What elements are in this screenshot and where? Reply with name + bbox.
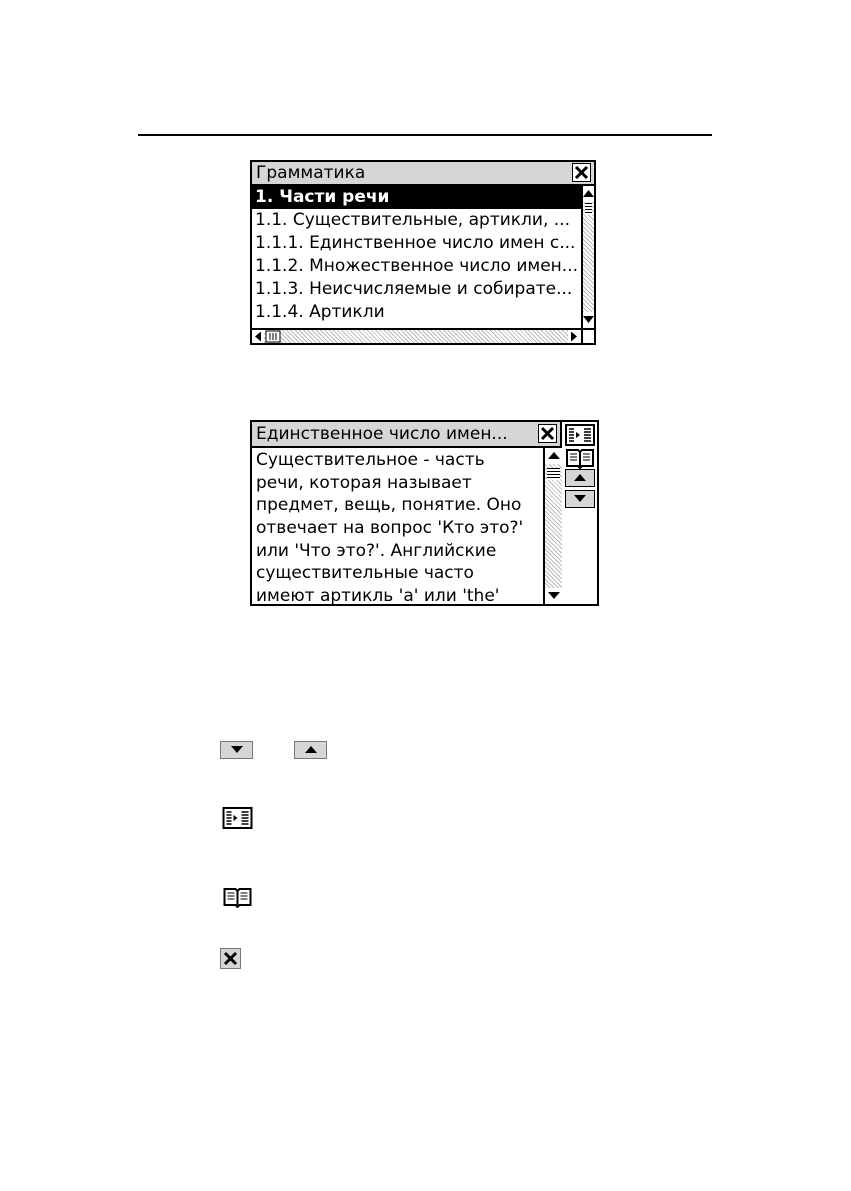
arrow-down-icon — [231, 745, 243, 754]
close-button[interactable] — [220, 948, 241, 969]
article-line: отвечает на вопрос 'Кто это?' — [256, 518, 524, 539]
grammar-topic-list — [252, 186, 581, 328]
close-button[interactable] — [538, 424, 557, 443]
list-item[interactable]: 1.1.4. Артикли — [255, 302, 385, 322]
scroll-corner — [581, 328, 594, 343]
article-text — [256, 449, 544, 608]
vertical-scrollbar[interactable] — [581, 186, 594, 328]
arrow-down-icon — [583, 312, 594, 326]
article-side-toolbar — [562, 422, 597, 604]
page-down-button[interactable] — [220, 741, 253, 759]
arrow-up-icon — [583, 186, 594, 200]
scroll-up-button[interactable] — [545, 448, 562, 464]
close-icon — [220, 948, 241, 969]
translate-button[interactable] — [565, 424, 595, 446]
page-up-button[interactable] — [565, 469, 595, 487]
list-item[interactable]: 1.1.1. Единственное число имен с... — [255, 233, 576, 253]
page-header-rule — [138, 134, 712, 136]
close-icon — [539, 425, 556, 442]
grammar-window — [250, 160, 596, 345]
book-icon — [565, 447, 595, 469]
arrow-up-icon — [548, 448, 560, 462]
list-item[interactable]: 1.1.3. Неисчисляемые и собирате... — [255, 279, 573, 299]
scroll-track[interactable] — [583, 202, 594, 312]
scroll-down-button[interactable] — [583, 312, 594, 328]
scroll-track[interactable] — [545, 464, 562, 588]
list-item[interactable]: 1.1.2. Множественное число имен... — [255, 256, 579, 276]
article-window-titlebar — [252, 422, 562, 448]
page-up-button[interactable] — [294, 741, 327, 759]
horizontal-scrollbar[interactable] — [252, 328, 581, 343]
article-window-title: Единственное число имен... — [256, 424, 508, 444]
arrow-down-icon — [574, 494, 586, 503]
book-button[interactable] — [565, 447, 595, 469]
arrow-up-icon — [574, 473, 586, 482]
grammar-window-titlebar — [252, 162, 594, 186]
translate-icon — [220, 807, 255, 829]
article-line: или 'Что это?'. Английские — [256, 540, 497, 561]
scroll-thumb[interactable] — [585, 203, 592, 215]
translate-button[interactable] — [220, 807, 255, 829]
vertical-scrollbar[interactable] — [543, 448, 562, 604]
article-line: речи, которая называет — [256, 472, 472, 493]
book-icon — [220, 886, 255, 908]
grammar-window-title: Грамматика — [256, 163, 366, 183]
scroll-thumb[interactable] — [547, 468, 560, 480]
close-button[interactable] — [572, 163, 591, 182]
translate-icon — [565, 424, 595, 446]
article-line: Существительное - часть — [256, 450, 485, 470]
article-line: существительные часто — [256, 563, 474, 584]
article-line: имеют артикль 'a' или 'the' — [256, 586, 500, 607]
arrow-down-icon — [548, 588, 560, 602]
scroll-up-button[interactable] — [583, 186, 594, 202]
list-item[interactable]: 1. Части речи — [252, 186, 581, 209]
article-line: предмет, вещь, понятие. Оно — [256, 495, 522, 516]
close-icon — [573, 164, 590, 181]
book-button[interactable] — [220, 886, 255, 908]
page-down-button[interactable] — [565, 490, 595, 508]
list-item[interactable]: 1.1. Существительные, артикли, ... — [255, 210, 570, 230]
article-window — [250, 420, 599, 606]
arrow-up-icon — [305, 745, 317, 754]
scroll-down-button[interactable] — [545, 588, 562, 604]
